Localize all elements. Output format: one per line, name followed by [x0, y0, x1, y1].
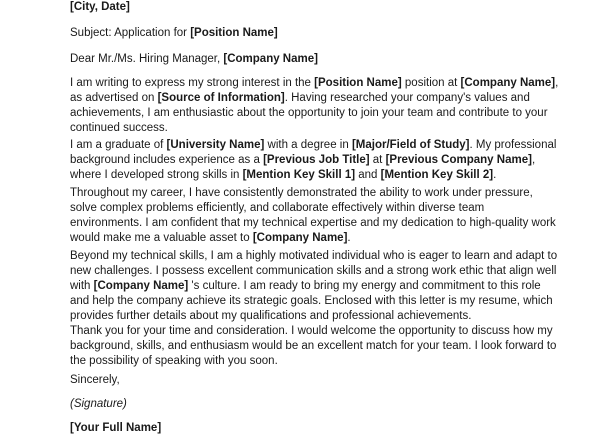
text-run: position at	[401, 77, 461, 89]
paragraph-line: environments. I am confident that my technical expertise and my dedication to high-quality work	[70, 217, 556, 229]
text-run: I am writing to express my strong interest in the	[70, 77, 315, 89]
paragraph-line: the possibility of speaking with you soon.	[70, 355, 278, 367]
greeting-prefix: Dear Mr./Ms. Hiring Manager,	[70, 53, 224, 65]
paragraph-motivation	[70, 249, 570, 324]
subject-line	[70, 26, 278, 41]
text-run: at	[369, 154, 386, 166]
key-skill-2-placeholder: [Mention Key Skill 2]	[380, 169, 494, 181]
paragraph-line	[70, 76, 570, 91]
university-placeholder: [University Name]	[166, 139, 265, 151]
company-placeholder: [Company Name]	[93, 280, 189, 292]
paragraph-line: new challenges. I possess excellent communication skills and a strong work ethic that align well	[70, 265, 557, 277]
paragraph-line	[70, 168, 570, 183]
paragraph-line	[70, 91, 570, 106]
text-run: I am a graduate of	[70, 139, 167, 151]
paragraph-education	[70, 138, 570, 183]
source-placeholder: [Source of Information]	[157, 92, 285, 104]
text-run: as advertised on	[70, 92, 158, 104]
company-placeholder: [Company Name]	[460, 77, 556, 89]
paragraph-line: Beyond my technical skills, I am a highly motivated individual who is eager to learn and adapt to	[70, 250, 558, 262]
paragraph-line: solve complex problems efficiently, and collaborate effectively within diverse team	[70, 202, 485, 214]
paragraph-line: and help the company achieve its strategic goals. Enclosed with this letter is my resume, which	[70, 295, 553, 307]
paragraph-line	[70, 279, 570, 294]
subject-position-placeholder: [Position Name]	[190, 27, 278, 39]
text-run: with	[70, 280, 94, 292]
paragraph-line: continued success.	[70, 122, 168, 134]
greeting-line	[70, 52, 318, 67]
closing-sincerely: Sincerely,	[70, 374, 120, 386]
previous-company-placeholder: [Previous Company Name]	[385, 154, 532, 166]
text-run: where I developed strong skills in	[70, 169, 243, 181]
paragraph-intro	[70, 76, 570, 136]
text-run: would make me a valuable asset to	[70, 232, 253, 244]
paragraph-line	[70, 138, 570, 153]
paragraph-line	[70, 153, 570, 168]
paragraph-line: achievements, I am enthusiastic about the opportunity to join your team and contribute to your	[70, 107, 548, 119]
paragraph-line: Throughout my career, I have consistently demonstrated the ability to work under pressure,	[70, 187, 533, 199]
key-skill-1-placeholder: [Mention Key Skill 1]	[242, 169, 356, 181]
major-placeholder: [Major/Field of Study]	[351, 139, 470, 151]
text-run: background includes experience as a	[70, 154, 264, 166]
text-run: . My professional	[469, 139, 557, 151]
signature-placeholder: (Signature)	[70, 398, 127, 410]
paragraph-thanks	[70, 324, 570, 369]
city-date-placeholder: [City, Date]	[70, 1, 130, 13]
paragraph-line: provides further details about my qualifications and professional achievements.	[70, 310, 472, 322]
city-date-line	[70, 0, 130, 15]
paragraph-line	[70, 231, 570, 246]
company-placeholder: [Company Name]	[252, 232, 348, 244]
paragraph-line: background, skills, and enthusiasm would be an excellent match for your team. I look forward to	[70, 340, 557, 352]
paragraph-experience	[70, 186, 570, 246]
text-run: .	[493, 169, 497, 181]
previous-job-title-placeholder: [Previous Job Title]	[263, 154, 370, 166]
text-run: 's culture. I am ready to bring my energy and commitment to this role	[188, 280, 541, 292]
text-run: . Having researched your company's values and	[284, 92, 530, 104]
text-run: ,	[555, 77, 559, 89]
paragraph-line: Thank you for your time and consideration. I would welcome the opportunity to discuss how my	[70, 325, 553, 337]
text-run: ,	[531, 154, 536, 166]
position-placeholder: [Position Name]	[314, 77, 402, 89]
full-name-line	[70, 421, 161, 436]
text-run: and	[355, 169, 381, 181]
full-name-placeholder: [Your Full Name]	[70, 422, 162, 434]
greeting-company-placeholder: [Company Name]	[223, 53, 318, 65]
text-run: with a degree in	[264, 139, 352, 151]
text-run: .	[347, 232, 351, 244]
subject-prefix: Subject: Application for	[70, 27, 191, 39]
